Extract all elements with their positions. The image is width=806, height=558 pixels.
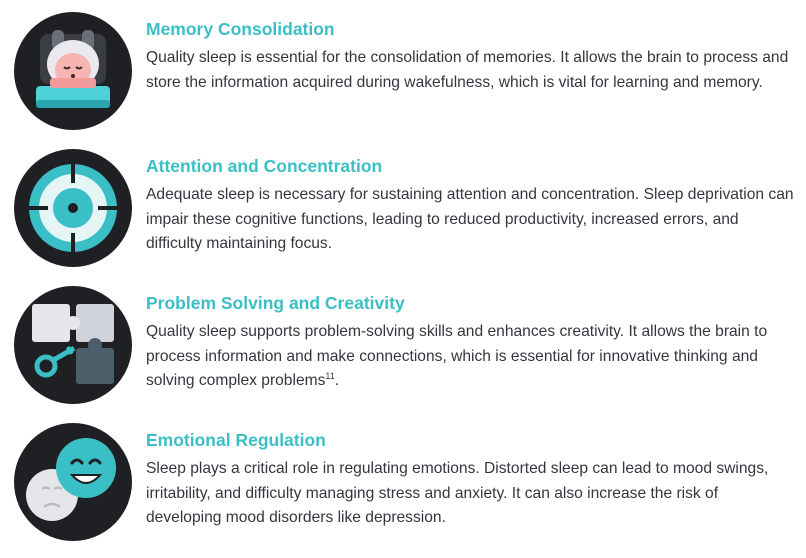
- section-title: Emotional Regulation: [146, 430, 326, 450]
- section-title: Problem Solving and Creativity: [146, 293, 405, 313]
- section-description-text: Quality sleep supports problem-solving skills and enhances creativity. It allows the brain to process information and make connections, which is essential for innovative thinking and solving complex problems: [146, 323, 768, 389]
- section-description: Sleep plays a critical role in regulating emotions. Distorted sleep can lead to mood swings, irritability, and difficulty managing stress and anxiety. It can also increase the risk of developing mood disorders like depression.: [146, 460, 769, 526]
- section-title: Memory Consolidation: [146, 19, 335, 39]
- section-description: Quality sleep is essential for the consolidation of memories. It allows the brain to process and store the information acquired during wakefulness, which is vital for learning and memory.: [146, 49, 789, 91]
- section-description: Adequate sleep is necessary for sustaining attention and concentration. Sleep deprivation can impair these cognitive functions, leading to reduced productivity, increased errors, and difficulty maintaining focus.: [146, 186, 794, 252]
- section-title: Attention and Concentration: [146, 156, 383, 176]
- emotion-faces-icon: [14, 423, 132, 541]
- citation-superscript: 11: [325, 370, 335, 381]
- section-description: [146, 320, 796, 394]
- sleeping-person-icon: [14, 12, 132, 130]
- section-description-end: .: [334, 372, 340, 389]
- puzzle-key-icon: [14, 286, 132, 404]
- target-crosshair-icon: [14, 149, 132, 267]
